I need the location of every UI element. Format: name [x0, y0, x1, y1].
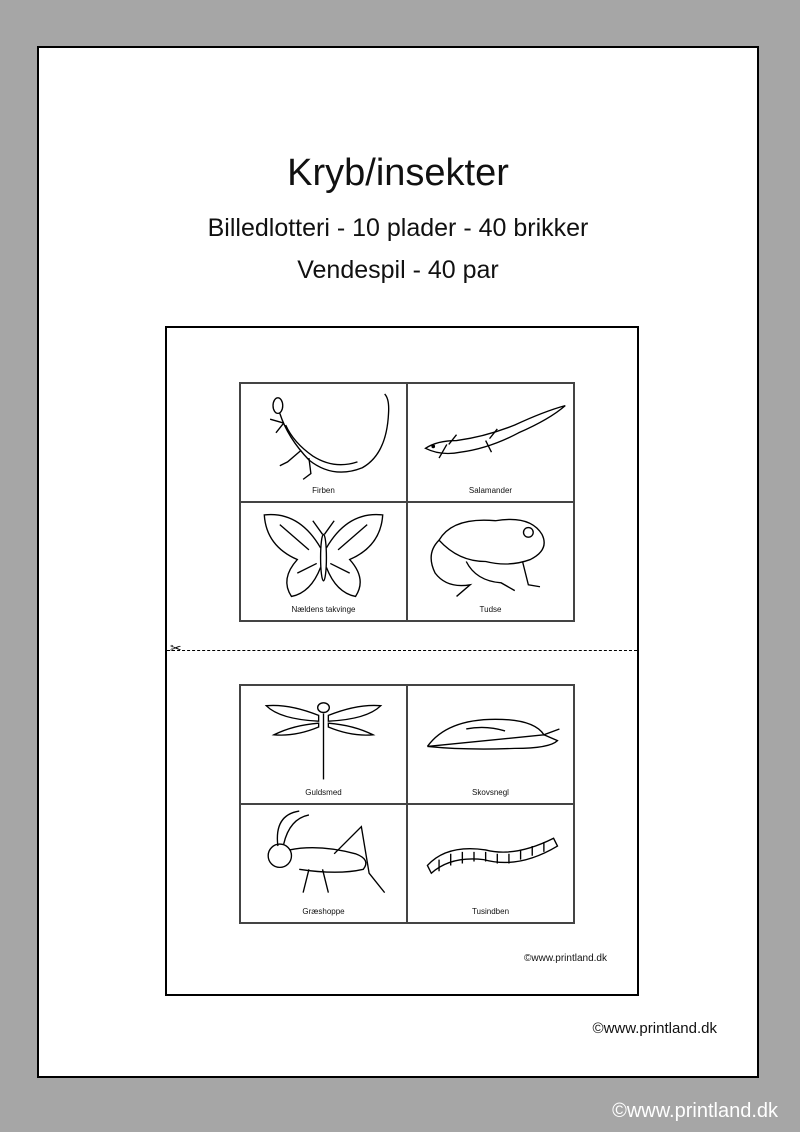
card-label: Salamander [468, 486, 513, 495]
butterfly-icon [241, 503, 406, 620]
printable-page [37, 46, 759, 1078]
corner-copyright: ©www.printland.dk [612, 1100, 778, 1122]
card-label: Græshoppe [302, 907, 345, 916]
card-label: Tusindben [471, 907, 510, 916]
card-grid-top [239, 382, 575, 622]
page-subtitle-memory: Vendespil - 40 par [297, 256, 499, 284]
scissors-icon: ✂ [170, 640, 182, 656]
card-skovsnegl [407, 685, 574, 804]
slug-icon [408, 686, 573, 803]
card-label: Nældens takvinge [291, 605, 356, 614]
card-label: Skovsnegl [472, 788, 509, 797]
card-guldsmed [240, 685, 407, 804]
salamander-icon [408, 384, 573, 501]
card-salamander [407, 383, 574, 502]
grasshopper-icon [241, 805, 406, 922]
card-naeldens-takvinge [240, 502, 407, 621]
card-label: Firben [312, 486, 335, 495]
card-label: Guldsmed [305, 788, 342, 797]
card-firben [240, 383, 407, 502]
card-grid-bottom [239, 684, 575, 924]
cut-line [167, 650, 637, 651]
lizard-icon [241, 384, 406, 501]
millipede-icon [408, 805, 573, 922]
toad-icon [408, 503, 573, 620]
sheet-preview [165, 326, 639, 996]
card-tudse [407, 502, 574, 621]
page-subtitle-lotto: Billedlotteri - 10 plader - 40 brikker [207, 214, 589, 242]
card-tusindben [407, 804, 574, 923]
card-label: Tudse [479, 605, 502, 614]
preview-copyright: ©www.printland.dk [524, 953, 607, 964]
page-copyright: ©www.printland.dk [592, 1020, 717, 1037]
card-graeshoppe [240, 804, 407, 923]
dragonfly-icon [241, 686, 406, 803]
page-title: Kryb/insekter [287, 152, 509, 194]
